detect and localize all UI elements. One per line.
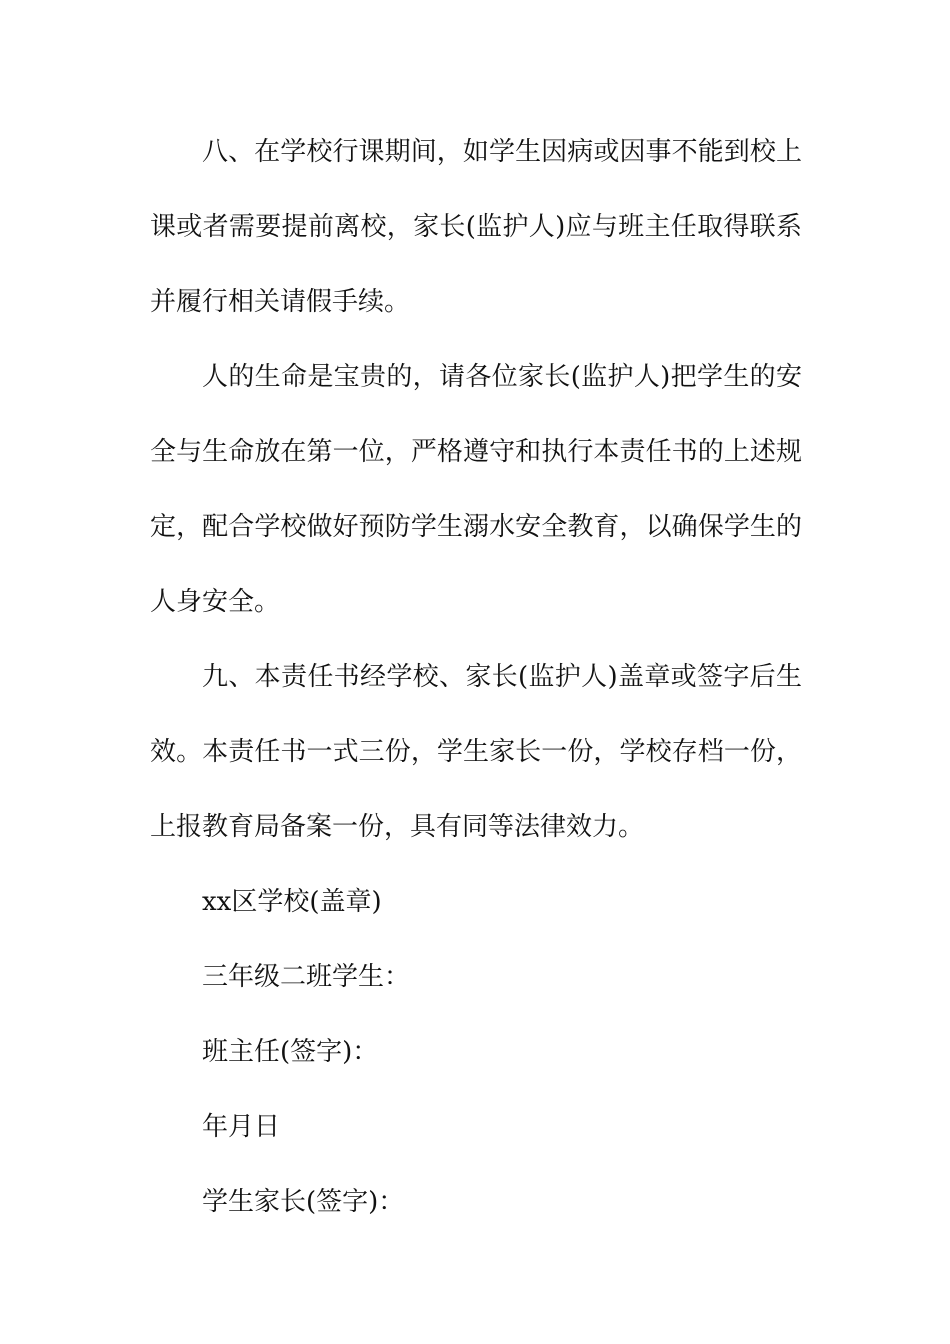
document-body xyxy=(150,115,802,1240)
paragraph-clause-eight: 八、在学校行课期间，如学生因病或因事不能到校上课或者需要提前离校，家长(监护人)应与班主任取得联系并履行相关请假手续。 xyxy=(150,137,802,317)
signature-date: 年月日 xyxy=(202,1112,281,1142)
signature-school-seal: xx区学校(盖章) xyxy=(202,887,382,917)
paragraph-life-safety: 人的生命是宝贵的，请各位家长(监护人)把学生的安全与生命放在第一位，严格遵守和执行本责任书的上述规定，配合学校做好预防学生溺水安全教育，以确保学生的人身安全。 xyxy=(150,362,802,617)
signature-head-teacher: 班主任(签字)： xyxy=(202,1037,379,1067)
paragraph-clause-nine: 九、本责任书经学校、家长(监护人)盖章或签字后生效。本责任书一式三份，学生家长一份，学校存档一份，上报教育局备案一份，具有同等法律效力。 xyxy=(150,662,802,842)
signature-student: 三年级二班学生： xyxy=(202,962,411,992)
signature-parent: 学生家长(签字)： xyxy=(202,1187,405,1217)
